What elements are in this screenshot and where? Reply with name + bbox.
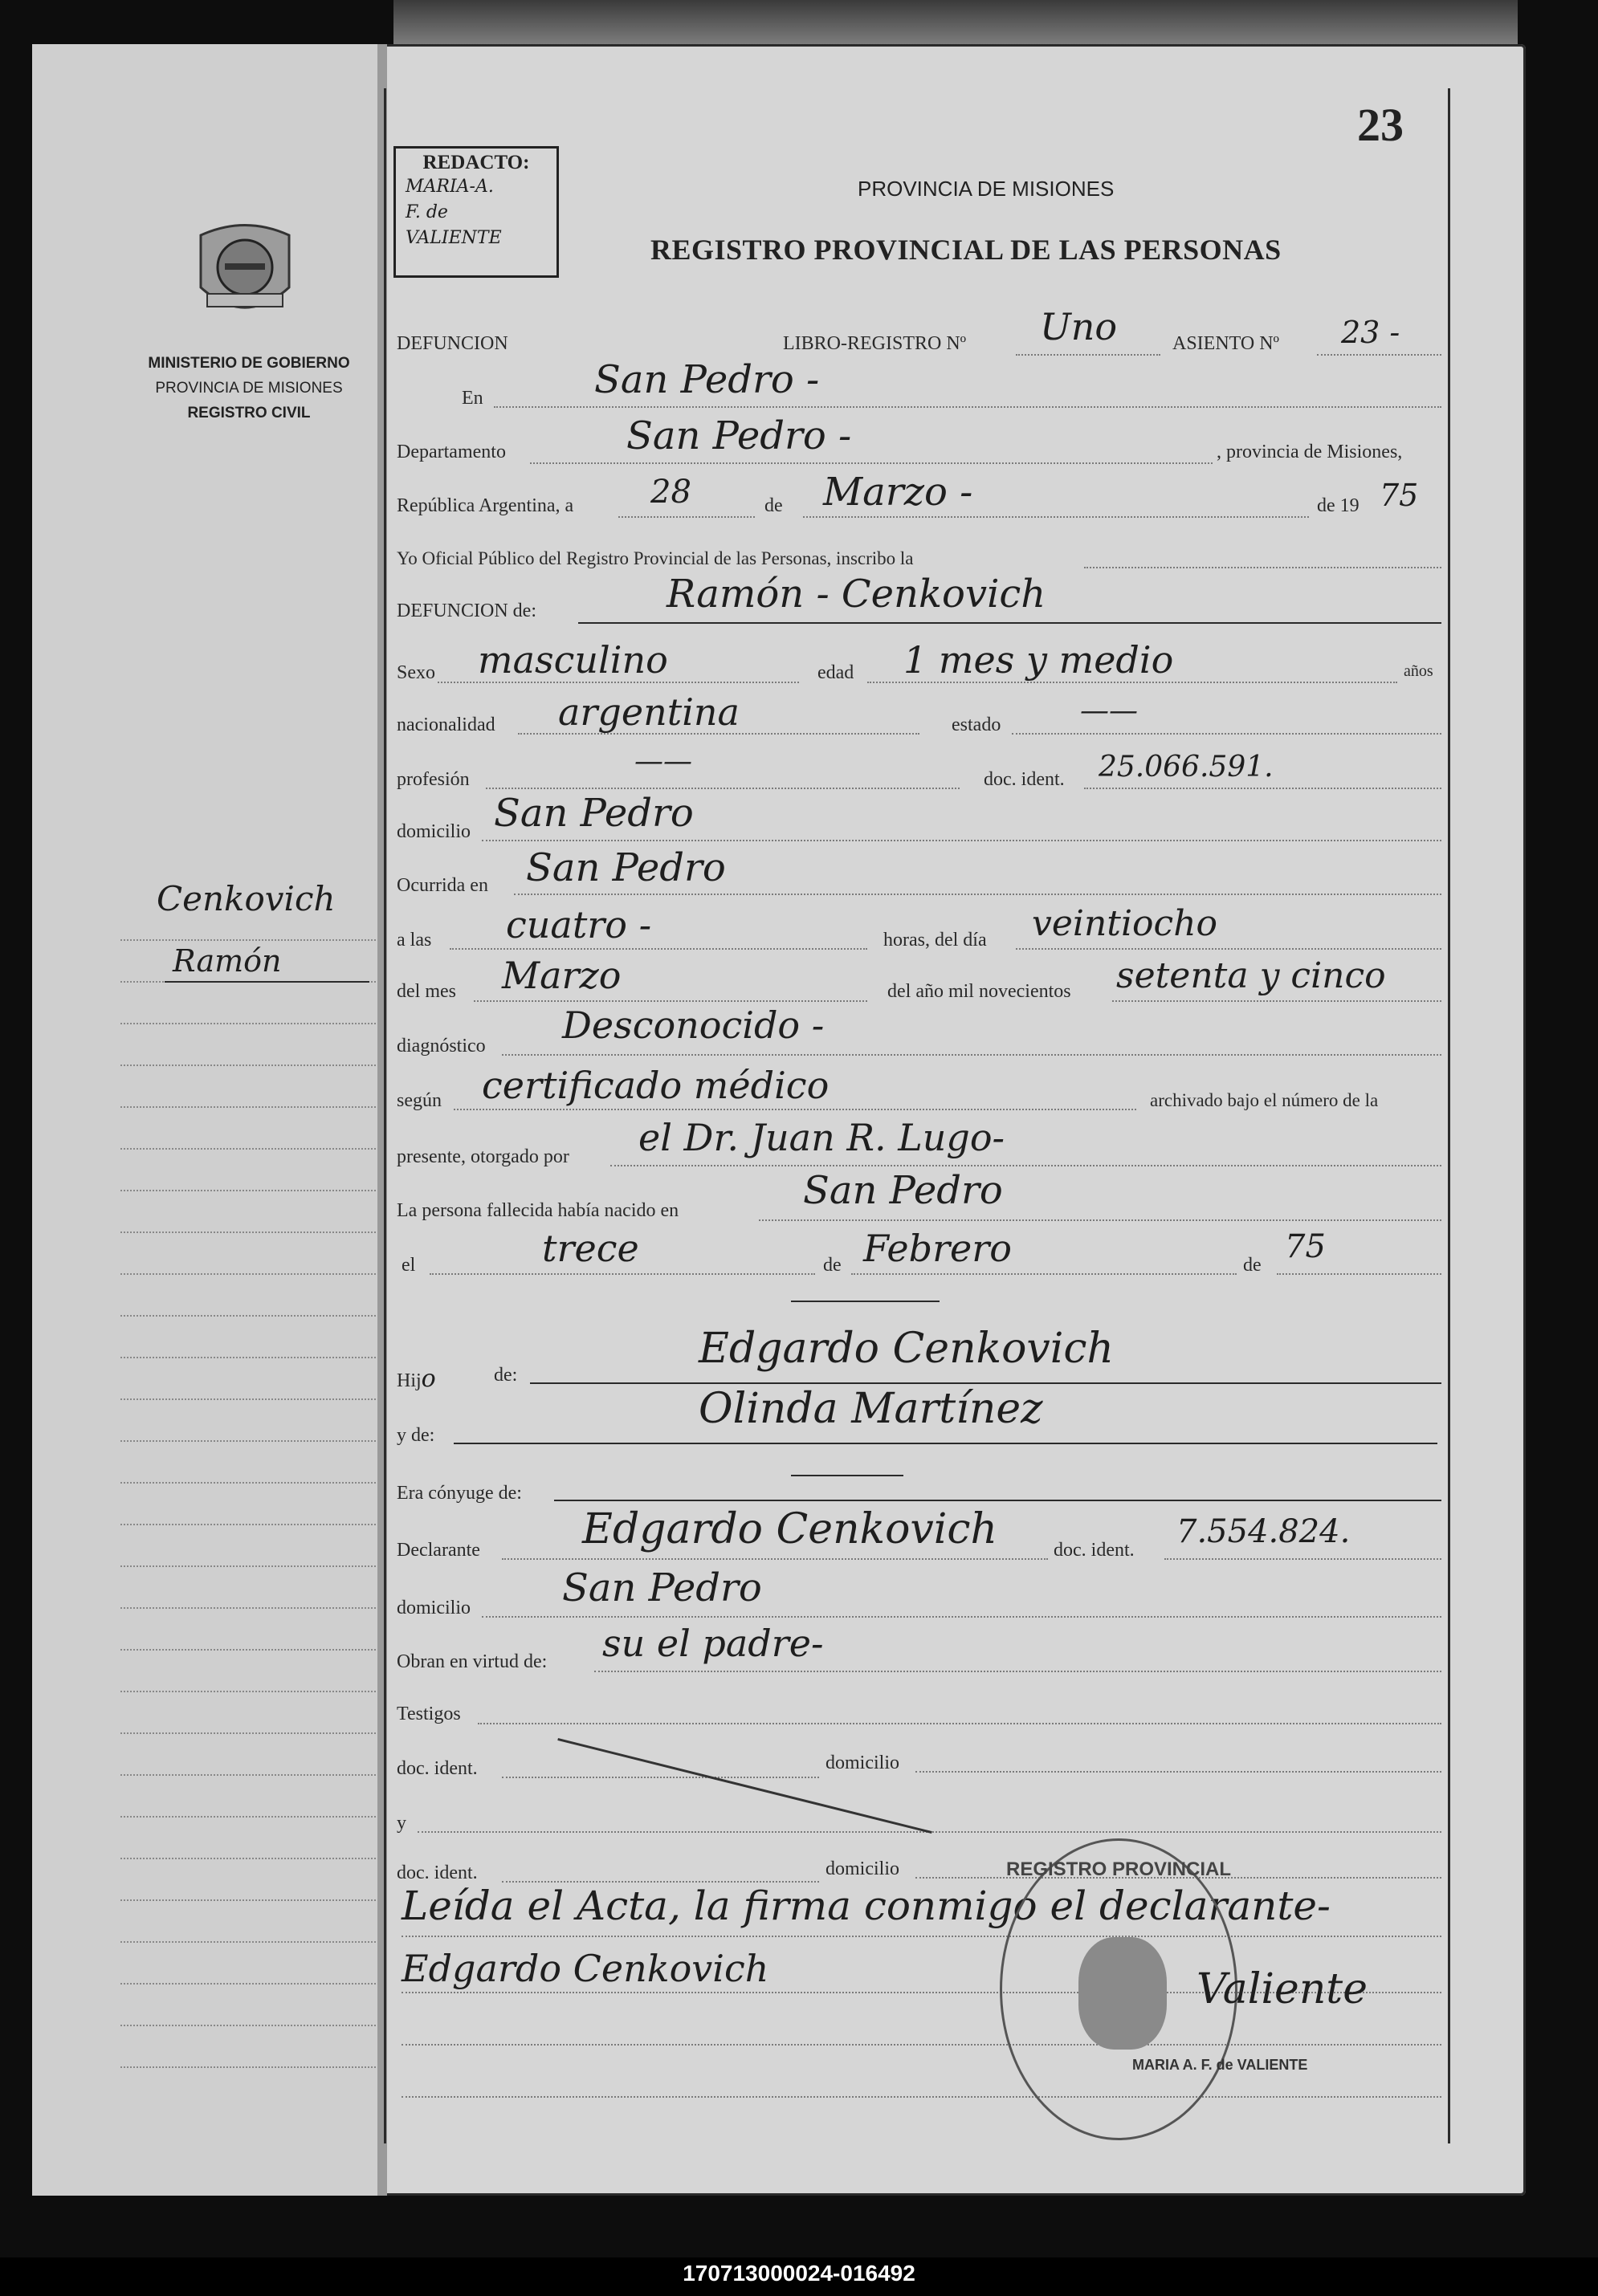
el-label: el: [402, 1255, 416, 1276]
hijo-label: [397, 1365, 436, 1393]
declarante-doc-value: 7.554.824.: [1176, 1513, 1351, 1550]
alas-value: cuatro -: [506, 903, 652, 946]
horas-line: [1016, 947, 1441, 950]
sexo-value: masculino: [478, 638, 668, 682]
margin-rule-line: [120, 1732, 376, 1734]
el-value: trece: [542, 1227, 639, 1270]
margin-rule-line: [120, 1649, 376, 1651]
margin-rule-line: [120, 1774, 376, 1776]
conyuge-line: [554, 1500, 1441, 1501]
departamento-line: [530, 462, 1213, 464]
presente-value: el Dr. Juan R. Lugo-: [638, 1116, 1005, 1159]
edad-label: edad: [817, 662, 854, 683]
delmes-label: del mes: [397, 981, 456, 1002]
nacido-line: [759, 1219, 1441, 1221]
dia-line: [618, 515, 755, 518]
delanio-line: [1112, 999, 1441, 1002]
redacto-box: [393, 146, 559, 278]
libro-label: LIBRO-REGISTRO Nº: [783, 333, 967, 354]
obran-value: su el padre-: [602, 1622, 824, 1665]
margin-rule-line: [120, 1899, 376, 1901]
testigos-line: [478, 1722, 1441, 1724]
horas-label: horas, del día: [883, 930, 987, 951]
nacionalidad-label: nacionalidad: [397, 714, 495, 735]
edad-value: 1 mes y medio: [903, 638, 1174, 682]
alas-line: [450, 947, 867, 950]
declarante-value: Edgardo Cenkovich: [582, 1505, 998, 1553]
domicilio4-label: domicilio: [825, 1858, 899, 1879]
y-label: y: [397, 1813, 406, 1834]
margin-rule-line: [120, 1273, 376, 1275]
domicilio3-label: domicilio: [825, 1753, 899, 1773]
presente-line: [610, 1164, 1441, 1166]
segun-line: [454, 1108, 1136, 1110]
margin-rule-line: [120, 1816, 376, 1818]
asiento-label: ASIENTO Nº: [1172, 333, 1279, 354]
en-label: En: [462, 388, 483, 409]
nacido-value: San Pedro: [803, 1168, 1003, 1213]
seal-emblem-icon: [1078, 1937, 1167, 2050]
delanio-label: del año mil novecientos: [887, 981, 1071, 1002]
en-value: San Pedro -: [594, 357, 820, 402]
margin-rule-line: [120, 1190, 376, 1191]
margin-rule-line: [120, 2066, 376, 2068]
archivado-label: archivado bajo el número de la: [1150, 1090, 1379, 1110]
obran-line: [594, 1670, 1441, 1672]
ministry-line3: REGISTRO CIVIL: [187, 405, 311, 421]
margin-rule-line: [120, 1231, 376, 1233]
delmes-value: Marzo: [502, 954, 622, 997]
redacto-title: REDACTO:: [422, 152, 530, 173]
de-label: de: [764, 495, 783, 516]
conyuge-label: Era cónyuge de:: [397, 1483, 522, 1504]
doc-line: [1084, 787, 1441, 789]
redacto-handwriting: MARIA-A. F. de VALIENTE: [406, 177, 502, 248]
de3-label: de: [1243, 1255, 1262, 1276]
asiento-value: 23 -: [1341, 315, 1400, 350]
frame-right-rule: [1448, 88, 1450, 2143]
closing-line-1: [402, 1935, 1441, 1937]
coat-of-arms-icon: [193, 215, 297, 328]
margin-note-name: Ramón: [173, 943, 282, 979]
profesion-value: ——: [634, 745, 692, 778]
signature-official: Valiente: [1196, 1965, 1368, 2013]
seal-top-text: REGISTRO PROVINCIAL: [1005, 1858, 1232, 1880]
diagnostico-label: diagnóstico: [397, 1036, 486, 1056]
de2-value: Febrero: [863, 1227, 1012, 1270]
margin-rule-line: [120, 1315, 376, 1317]
docident2-label: doc. ident.: [397, 1862, 478, 1883]
margin-rule-line: [120, 1065, 376, 1066]
edad-line: [867, 681, 1397, 683]
asiento-line: [1317, 353, 1441, 356]
delanio-value: setenta y cinco: [1116, 955, 1386, 996]
defuncion-de-value: Ramón - Cenkovich: [667, 572, 1046, 617]
margin-rule-line: [120, 939, 376, 941]
dia-value: 28: [650, 474, 691, 511]
hijo-suffix: o: [421, 1365, 436, 1393]
doc-label: doc. ident.: [984, 769, 1065, 790]
defuncion-label: DEFUNCION: [397, 333, 508, 354]
header-province: PROVINCIA DE MISIONES: [858, 177, 1115, 201]
declarante-doc-line: [1164, 1557, 1441, 1560]
padre-line: [530, 1382, 1441, 1384]
oficial-text: Yo Oficial Público del Registro Provincial de las Personas, inscribo la: [397, 548, 914, 568]
margin-rule-line: [120, 1983, 376, 1985]
anio-value: 75: [1380, 478, 1419, 513]
margin-note-rule: [165, 981, 369, 983]
page-number: 23: [1357, 99, 1404, 151]
margin-rule-line: [120, 2025, 376, 2026]
signature-declarante: Edgardo Cenkovich: [402, 1947, 769, 1990]
domicilio-value: San Pedro: [494, 791, 694, 836]
estado-value: ——: [1080, 694, 1138, 727]
ministry-line1: MINISTERIO DE GOBIERNO: [148, 355, 350, 372]
margin-rule-line: [120, 1941, 376, 1943]
estado-line: [1012, 732, 1441, 735]
ministry-block: [120, 351, 377, 425]
margin-rule-line: [120, 1858, 376, 1859]
profesion-label: profesión: [397, 769, 470, 790]
en-line: [494, 405, 1441, 408]
obran-label: Obran en virtud de:: [397, 1651, 548, 1672]
libro-value: Uno: [1040, 305, 1118, 348]
profesion-line: [486, 787, 960, 789]
docident1-label: doc. ident.: [397, 1758, 478, 1779]
anios-label: años: [1404, 662, 1433, 680]
anio-label: de 19: [1317, 495, 1360, 516]
departamento-value: San Pedro -: [626, 413, 852, 458]
de3-line: [1277, 1272, 1441, 1275]
nacionalidad-line: [518, 732, 919, 735]
margin-rule-line: [120, 1357, 376, 1358]
domicilio2-line: [482, 1615, 1441, 1618]
margin-rule-line: [120, 1565, 376, 1567]
libro-line: [1016, 353, 1160, 356]
doc-value: 25.066.591.: [1099, 751, 1274, 784]
departamento-label: Departamento: [397, 442, 506, 462]
hijo-de-label: de:: [494, 1365, 518, 1386]
closing-line-4: [402, 2095, 1441, 2098]
diagnostico-value: Desconocido -: [562, 1003, 825, 1047]
testigos-label: Testigos: [397, 1704, 461, 1724]
mes-line: [803, 515, 1309, 518]
segun-label: según: [397, 1090, 442, 1111]
segun-value: certificado médico: [482, 1064, 830, 1107]
domicilio2-value: San Pedro: [562, 1565, 762, 1610]
diagnostico-line: [502, 1053, 1441, 1056]
hijo-label-text: Hij: [397, 1370, 422, 1391]
declarante-line: [502, 1557, 1048, 1560]
margin-rule-line: [120, 1106, 376, 1108]
de2-line: [851, 1272, 1237, 1275]
padre-value: Edgardo Cenkovich: [699, 1325, 1115, 1373]
defuncion-de-line: [578, 622, 1441, 624]
horas-value: veintiocho: [1032, 903, 1218, 944]
seal-bottom-text: MARIA A. F. de VALIENTE: [1132, 2057, 1308, 2073]
margin-rule-line: [120, 1148, 376, 1150]
sexo-line: [438, 681, 799, 683]
margin-rule-line: [120, 1398, 376, 1400]
sexo-label: Sexo: [397, 662, 435, 683]
margin-rule-line: [120, 1440, 376, 1442]
docident1-line: [502, 1776, 819, 1778]
ocurrida-line: [514, 893, 1441, 895]
footer-id: 170713000024-016492: [683, 2261, 915, 2286]
alas-label: a las: [397, 930, 432, 951]
domicilio-label: domicilio: [397, 821, 471, 842]
domicilio3-line: [915, 1770, 1441, 1773]
declarante-label: Declarante: [397, 1540, 480, 1561]
defuncion-de-label: DEFUNCION de:: [397, 600, 536, 621]
margin-rule-line: [120, 1023, 376, 1024]
republica-label: República Argentina, a: [397, 495, 574, 516]
closing-line-3: [402, 2043, 1441, 2046]
provincia-label: , provincia de Misiones,: [1217, 442, 1403, 462]
declarante-doc-label: doc. ident.: [1054, 1540, 1135, 1561]
mes-value: Marzo -: [823, 470, 973, 515]
oficial-line: [1084, 566, 1441, 568]
de3-value: 75: [1285, 1228, 1326, 1265]
el-line: [430, 1272, 815, 1275]
margin-rule-line: [120, 1482, 376, 1484]
margin-rule-line: [120, 1524, 376, 1525]
de2-label: de: [823, 1255, 842, 1276]
domicilio-line: [482, 839, 1441, 841]
ocurrida-label: Ocurrida en: [397, 875, 488, 896]
delmes-line: [474, 999, 867, 1002]
presente-label: presente, otorgado por: [397, 1146, 569, 1167]
madre-value: Olinda Martínez: [699, 1385, 1043, 1433]
ocurrida-value: San Pedro: [526, 845, 726, 890]
domicilio2-label: domicilio: [397, 1598, 471, 1618]
estado-label: estado: [952, 714, 1001, 735]
madre-line: [454, 1443, 1437, 1444]
madre-short-rule: [791, 1475, 903, 1476]
el-short-rule: [791, 1301, 940, 1302]
margin-rule-line: [120, 1691, 376, 1692]
ministry-line2: PROVINCIA DE MISIONES: [155, 380, 343, 397]
nacido-label: La persona fallecida había nacido en: [397, 1200, 679, 1221]
margin-rule-line: [120, 1607, 376, 1609]
header-registry: REGISTRO PROVINCIAL DE LAS PERSONAS: [650, 234, 1282, 266]
nacionalidad-value: argentina: [558, 690, 740, 734]
yde-label: y de:: [397, 1425, 435, 1446]
closing-text: Leída el Acta, la firma conmigo el declarante-: [402, 1883, 1331, 1929]
margin-note-surname: Cenkovich: [157, 879, 336, 918]
frame-left-rule: [384, 88, 386, 2143]
